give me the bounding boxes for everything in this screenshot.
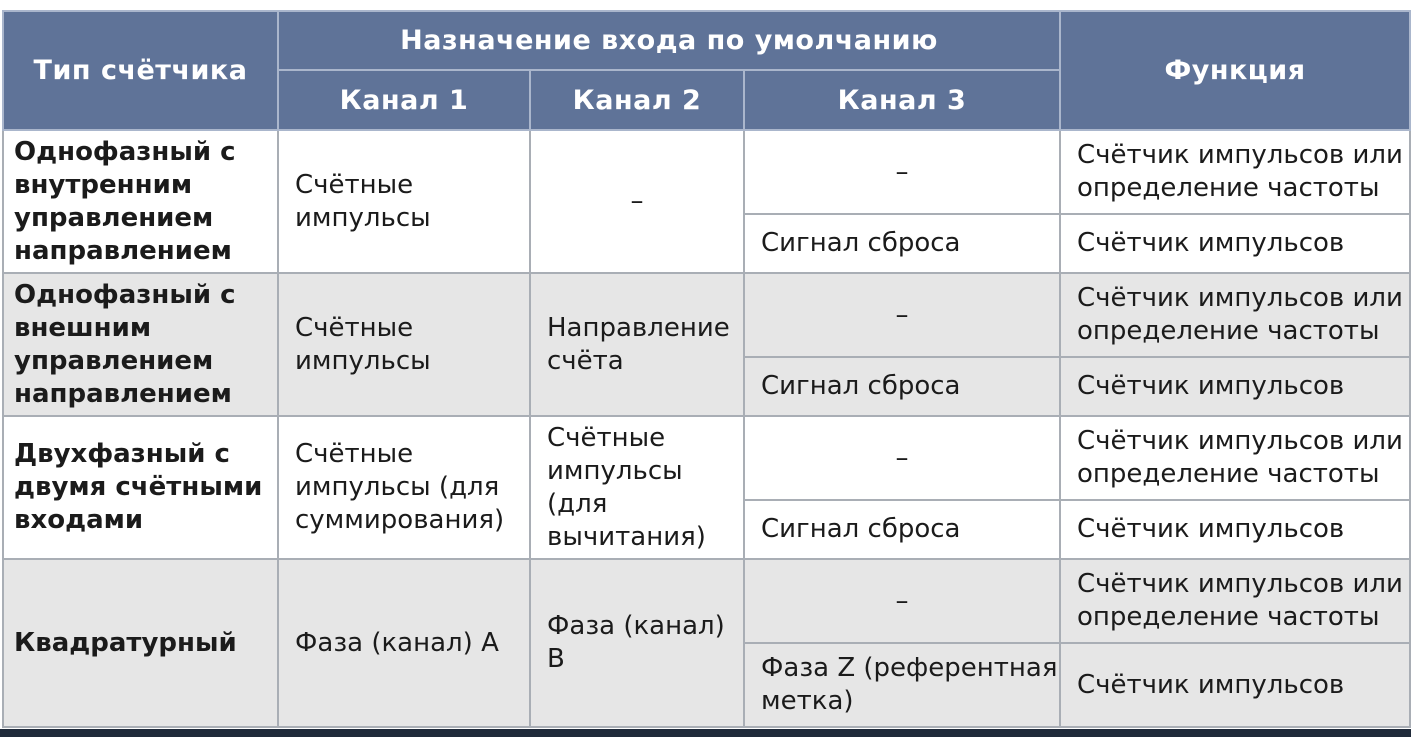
channel-3-cell: –	[744, 416, 1060, 500]
function-cell: Счётчик импульсов или определение частоты	[1060, 416, 1410, 500]
channel-2-cell: Направление счёта	[530, 273, 744, 416]
table-row	[3, 416, 1410, 500]
function-cell: Счётчик импульсов или определение частоты	[1060, 559, 1410, 643]
header-channel-2: Канал 2	[530, 70, 744, 130]
channel-3-cell: Сигнал сброса	[744, 500, 1060, 559]
header-counter-type: Тип счётчика	[3, 11, 278, 130]
function-cell: Счётчик импульсов	[1060, 643, 1410, 727]
function-cell: Счётчик импульсов	[1060, 214, 1410, 273]
channel-1-cell: Счётные импульсы (для суммирования)	[278, 416, 530, 559]
counter-type-cell: Двухфазный с двумя счётными входами	[3, 416, 278, 559]
table-row	[3, 130, 1410, 214]
header-channel-1: Канал 1	[278, 70, 530, 130]
channel-1-cell: Фаза (канал) A	[278, 559, 530, 727]
channel-2-cell: –	[530, 130, 744, 273]
header-channel-3: Канал 3	[744, 70, 1060, 130]
bottom-border-bar	[0, 729, 1411, 737]
table-row	[3, 559, 1410, 643]
table-row	[3, 273, 1410, 357]
counter-type-cell: Однофазный с внешним управлением направлением	[3, 273, 278, 416]
channel-3-cell: Фаза Z (референтная метка)	[744, 643, 1060, 727]
function-cell: Счётчик импульсов	[1060, 357, 1410, 416]
counter-type-cell: Квадратурный	[3, 559, 278, 727]
function-cell: Счётчик импульсов или определение частоты	[1060, 130, 1410, 214]
header-default-assignment: Назначение входа по умолчанию	[278, 11, 1060, 70]
function-cell: Счётчик импульсов или определение частоты	[1060, 273, 1410, 357]
channel-3-cell: –	[744, 130, 1060, 214]
channel-1-cell: Счётные импульсы	[278, 273, 530, 416]
channel-2-cell: Фаза (канал) B	[530, 559, 744, 727]
channel-3-cell: –	[744, 273, 1060, 357]
channel-3-cell: –	[744, 559, 1060, 643]
channel-2-cell: Счётные импульсы (для вычитания)	[530, 416, 744, 559]
counter-types-table	[2, 10, 1411, 728]
channel-1-cell: Счётные импульсы	[278, 130, 530, 273]
header-function: Функция	[1060, 11, 1410, 130]
counter-type-cell: Однофазный с внутренним управлением направлением	[3, 130, 278, 273]
function-cell: Счётчик импульсов	[1060, 500, 1410, 559]
channel-3-cell: Сигнал сброса	[744, 357, 1060, 416]
channel-3-cell: Сигнал сброса	[744, 214, 1060, 273]
